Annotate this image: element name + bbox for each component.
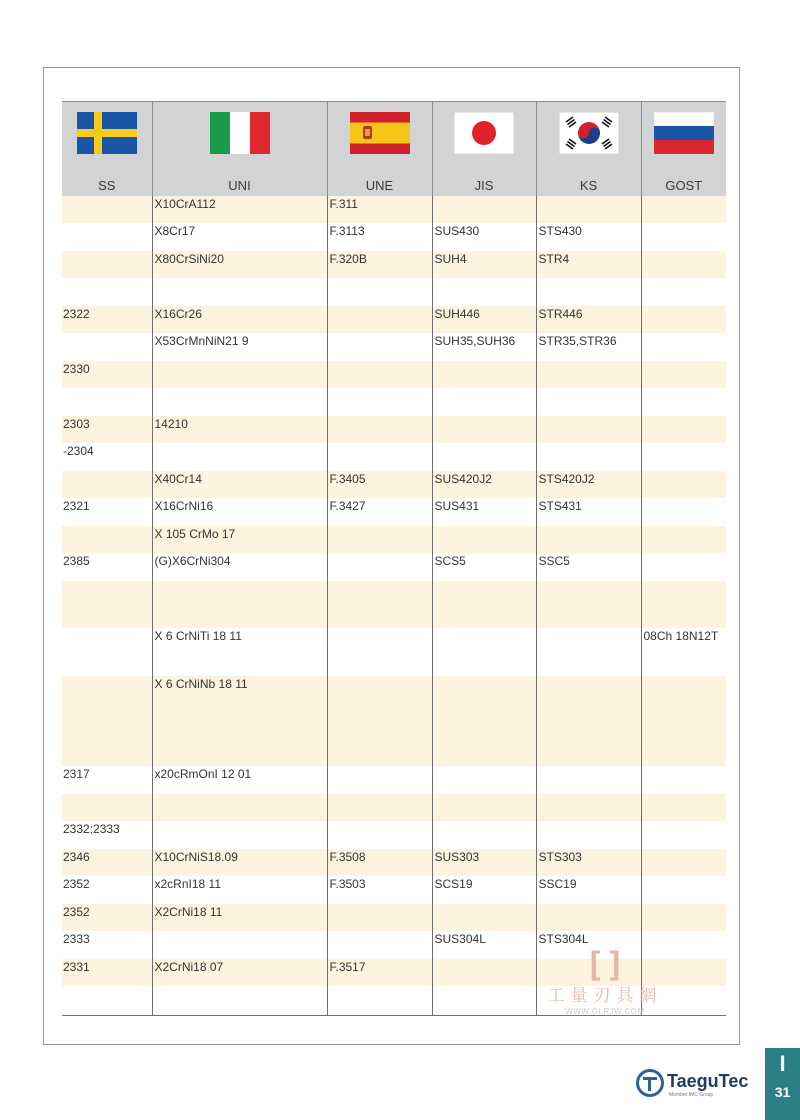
- south-korea-flag-icon: [559, 112, 619, 154]
- cell-ss: 2352: [63, 877, 90, 891]
- cell-jis: SCS5: [432, 553, 536, 581]
- spain-flag-icon: [350, 112, 410, 154]
- cell-uni: [152, 821, 327, 849]
- cell-jis: [432, 361, 536, 388]
- cell-gost: [641, 443, 726, 471]
- cell-jis: [432, 628, 536, 676]
- cell-ss: [62, 388, 152, 416]
- table-row: [62, 676, 726, 766]
- cell-ks: [536, 196, 641, 223]
- cell-une: [327, 794, 432, 821]
- sweden-flag-icon: [77, 112, 137, 154]
- cell-gost: 08Ch 18N12T: [641, 628, 726, 676]
- russia-flag-icon: [654, 112, 714, 154]
- column-header-label: UNE: [365, 178, 394, 193]
- column-header-label: GOST: [665, 178, 703, 193]
- cell-ks: [536, 766, 641, 794]
- cell-jis: [432, 416, 536, 443]
- table-row: [62, 794, 726, 821]
- page-tab: [765, 1048, 800, 1120]
- cell-uni: (G)X6CrNi304: [152, 553, 327, 581]
- cell-une: [327, 278, 432, 306]
- cell-ss: 2332;2333: [63, 822, 120, 836]
- cell-ks: STR35,STR36: [536, 333, 641, 361]
- cell-gost: [641, 526, 726, 553]
- cell-une: [327, 931, 432, 959]
- column-header-uni: [152, 102, 327, 197]
- table-row: [62, 876, 726, 904]
- cell-une: F.320B: [327, 251, 432, 278]
- cell-uni: X16Cr26: [152, 306, 327, 333]
- cell-une: F.3517: [327, 959, 432, 986]
- cell-une: [327, 986, 432, 1016]
- column-header-jis: [432, 102, 536, 197]
- column-header-gost: [641, 102, 726, 197]
- cell-une: [327, 388, 432, 416]
- cell-une: [327, 361, 432, 388]
- table-row: [62, 196, 726, 223]
- cell-ss: [62, 278, 152, 306]
- cell-uni: X10CrA112: [152, 196, 327, 223]
- cell-ss: 2317: [63, 767, 90, 781]
- cell-jis: SUS304L: [432, 931, 536, 959]
- cell-jis: [432, 676, 536, 766]
- cell-ks: [536, 581, 641, 628]
- cell-gost: [641, 471, 726, 498]
- cell-gost: [641, 849, 726, 876]
- cell-ss: [62, 581, 152, 628]
- cell-une: [327, 306, 432, 333]
- cell-une: F.3503: [327, 876, 432, 904]
- cell-gost: [641, 904, 726, 931]
- material-comparison-table-wrapper: [62, 101, 726, 1016]
- cell-une: [327, 333, 432, 361]
- cell-uni: [152, 278, 327, 306]
- table-header-row: [62, 102, 726, 197]
- cell-ss: [62, 471, 152, 498]
- cell-gost: [641, 581, 726, 628]
- cell-ks: [536, 443, 641, 471]
- cell-une: [327, 676, 432, 766]
- table-row: [62, 904, 726, 931]
- table-row: [62, 526, 726, 553]
- cell-gost: [641, 876, 726, 904]
- cell-ks: [536, 794, 641, 821]
- cell-ss: [62, 333, 152, 361]
- table-body: [62, 196, 726, 1016]
- cell-une: F.3508: [327, 849, 432, 876]
- cell-gost: [641, 931, 726, 959]
- brand-name: TaeguTec: [667, 1071, 749, 1091]
- cell-jis: SUS420J2: [432, 471, 536, 498]
- cell-une: [327, 766, 432, 794]
- cell-uni: X16CrNi16: [152, 498, 327, 526]
- cell-uni: [152, 931, 327, 959]
- cell-une: [327, 526, 432, 553]
- cell-jis: [432, 388, 536, 416]
- watermark-chinese-text: 工量刃具網: [547, 986, 663, 1005]
- cell-jis: SUS430: [432, 223, 536, 251]
- cell-jis: SUH35,SUH36: [432, 333, 536, 361]
- cell-ss: 2330: [62, 361, 152, 388]
- cell-jis: [432, 196, 536, 223]
- cell-gost: [641, 821, 726, 849]
- cell-une: [327, 443, 432, 471]
- cell-gost: [641, 278, 726, 306]
- cell-gost: [641, 388, 726, 416]
- cell-ss: [62, 223, 152, 251]
- cell-ss: [62, 196, 152, 223]
- cell-jis: SUS303: [432, 849, 536, 876]
- table-row: [62, 416, 726, 443]
- cell-ss: [62, 986, 152, 1016]
- cell-jis: [432, 526, 536, 553]
- table-row: [62, 333, 726, 361]
- cell-ss: [62, 628, 152, 676]
- cell-une: [327, 416, 432, 443]
- cell-jis: SUH446: [432, 306, 536, 333]
- cell-une: [327, 581, 432, 628]
- table-row: [62, 766, 726, 794]
- brand-subtitle: Member IMC Group: [669, 1092, 714, 1098]
- brand-mark-icon: [636, 1069, 664, 1097]
- cell-jis: [432, 443, 536, 471]
- cell-ss: 2385: [63, 554, 90, 568]
- page-number: 31: [774, 1084, 791, 1100]
- cell-une: F.3427: [327, 498, 432, 526]
- cell-jis: [432, 766, 536, 794]
- cell-ks: [536, 628, 641, 676]
- cell-ks: [536, 821, 641, 849]
- cell-gost: [641, 306, 726, 333]
- cell-gost: [641, 794, 726, 821]
- cell-uni: X2CrNi18 07: [152, 959, 327, 986]
- cell-jis: [432, 794, 536, 821]
- cell-ss: 2331: [62, 959, 152, 986]
- cell-ss: [62, 794, 152, 821]
- cell-gost: [641, 223, 726, 251]
- cell-gost: [641, 416, 726, 443]
- cell-ks: [536, 904, 641, 931]
- watermark-logo-icon: [ ]: [589, 945, 621, 981]
- table-row: [62, 223, 726, 251]
- table-row: [62, 443, 726, 471]
- cell-ss: 2322: [62, 306, 152, 333]
- section-marker: I: [779, 1051, 786, 1076]
- cell-ks: [536, 986, 641, 1016]
- cell-une: [327, 821, 432, 849]
- cell-uni: [152, 581, 327, 628]
- cell-ks: STS420J2: [536, 471, 641, 498]
- cell-ks: STS430: [536, 223, 641, 251]
- cell-jis: SUS431: [432, 498, 536, 526]
- cell-ss: -2304: [63, 444, 94, 458]
- table-row: [62, 278, 726, 306]
- cell-ss: [62, 251, 152, 278]
- cell-jis: [432, 959, 536, 986]
- cell-une: [327, 553, 432, 581]
- cell-ss: 2352: [62, 904, 152, 931]
- cell-uni: X8Cr17: [152, 223, 327, 251]
- watermark-url: WWW.GLRJW.COM: [565, 1007, 645, 1016]
- cell-jis: [432, 581, 536, 628]
- cell-jis: SCS19: [432, 876, 536, 904]
- cell-ss: [62, 676, 152, 766]
- cell-gost: [641, 553, 726, 581]
- cell-ks: SSC19: [536, 876, 641, 904]
- cell-ss: 2303: [62, 416, 152, 443]
- japan-flag-icon: [454, 112, 514, 154]
- cell-ks: SSC5: [536, 553, 641, 581]
- cell-uni: [152, 443, 327, 471]
- material-comparison-table: [62, 101, 726, 1016]
- cell-gost: [641, 498, 726, 526]
- cell-uni: X2CrNi18 11: [152, 904, 327, 931]
- cell-ks: [536, 959, 641, 986]
- column-header-une: [327, 102, 432, 197]
- cell-une: [327, 628, 432, 676]
- cell-ks: STR446: [536, 306, 641, 333]
- cell-gost: [641, 251, 726, 278]
- cell-gost: [641, 333, 726, 361]
- table-row: [62, 306, 726, 333]
- cell-jis: SUH4: [432, 251, 536, 278]
- cell-ss: [62, 526, 152, 553]
- italy-flag-icon: [210, 112, 270, 154]
- column-header-label: UNI: [228, 178, 251, 193]
- cell-uni: x20cRmOnI 12 01: [152, 766, 327, 794]
- column-header-label: SS: [98, 178, 116, 193]
- cell-gost: [641, 361, 726, 388]
- table-row: [62, 986, 726, 1016]
- table-row: [62, 553, 726, 581]
- cell-ks: [536, 416, 641, 443]
- table-row: [62, 628, 726, 676]
- cell-jis: [432, 278, 536, 306]
- cell-uni: [152, 986, 327, 1016]
- cell-uni: X10CrNiS18.09: [152, 849, 327, 876]
- cell-une: F.311: [327, 196, 432, 223]
- cell-uni: X 6 CrNiNb 18 11: [152, 676, 327, 766]
- cell-uni: 14210: [152, 416, 327, 443]
- cell-uni: X80CrSiNi20: [152, 251, 327, 278]
- cell-gost: [641, 196, 726, 223]
- cell-uni: [152, 388, 327, 416]
- column-header-ks: [536, 102, 641, 197]
- table-row: [62, 251, 726, 278]
- cell-ks: [536, 526, 641, 553]
- cell-jis: [432, 986, 536, 1016]
- cell-ss: 2321: [63, 499, 90, 513]
- cell-uni: x2cRnI18 11: [152, 876, 327, 904]
- cell-gost: [641, 959, 726, 986]
- cell-jis: [432, 904, 536, 931]
- table-row: [62, 821, 726, 849]
- cell-uni: X53CrMnNiN21 9: [152, 333, 327, 361]
- column-header-label: JIS: [474, 178, 494, 193]
- cell-uni: [152, 361, 327, 388]
- cell-gost: [641, 676, 726, 766]
- table-row: [62, 388, 726, 416]
- cell-ss: 2346: [62, 849, 152, 876]
- cell-ks: STS303: [536, 849, 641, 876]
- cell-gost: [641, 766, 726, 794]
- cell-ks: [536, 676, 641, 766]
- column-header-label: KS: [579, 178, 598, 193]
- cell-gost: [641, 986, 726, 1016]
- cell-uni: X 6 CrNiTi 18 11: [152, 628, 327, 676]
- cell-une: F.3405: [327, 471, 432, 498]
- cell-uni: X40Cr14: [152, 471, 327, 498]
- table-row: [62, 498, 726, 526]
- cell-ks: [536, 388, 641, 416]
- cell-ks: STS431: [536, 498, 641, 526]
- table-row: [62, 581, 726, 628]
- cell-uni: X 105 CrMo 17: [152, 526, 327, 553]
- column-header-ss: [62, 102, 152, 197]
- cell-une: F.3113: [327, 223, 432, 251]
- cell-ss: 2333: [63, 932, 90, 946]
- cell-ks: [536, 361, 641, 388]
- cell-ks: [536, 278, 641, 306]
- cell-une: [327, 904, 432, 931]
- cell-uni: [152, 794, 327, 821]
- cell-jis: [432, 821, 536, 849]
- cell-ks: STS304L: [536, 931, 641, 959]
- table-row: [62, 849, 726, 876]
- table-row: [62, 471, 726, 498]
- cell-ks: STR4: [536, 251, 641, 278]
- table-row: [62, 959, 726, 986]
- table-row: [62, 361, 726, 388]
- table-row: [62, 931, 726, 959]
